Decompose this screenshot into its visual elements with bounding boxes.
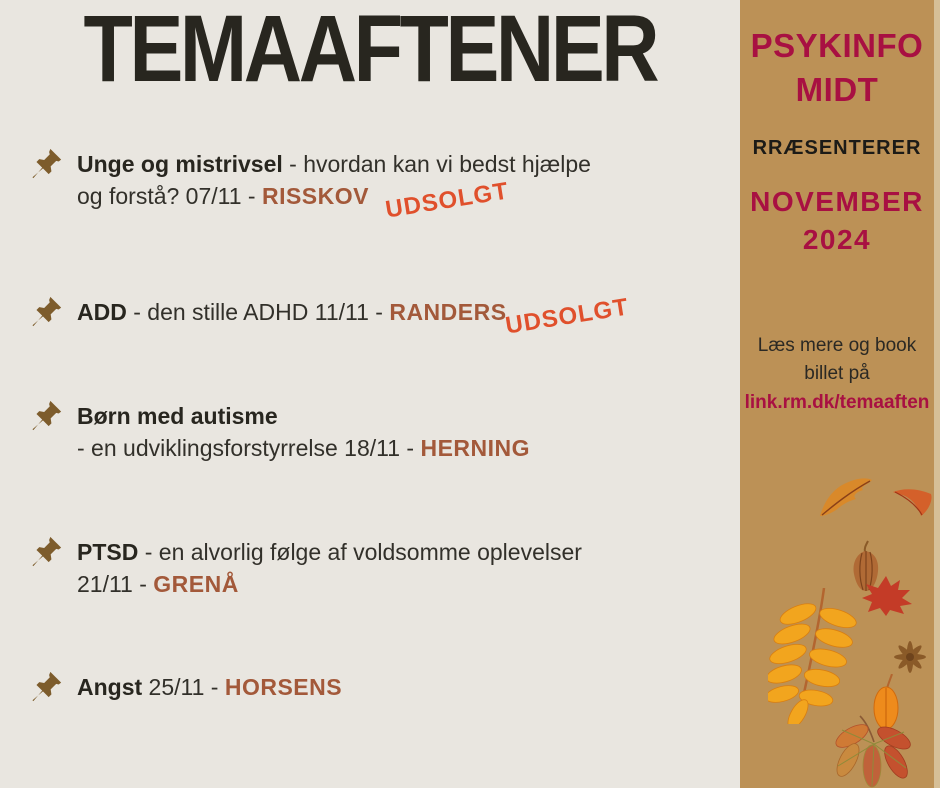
soldout-badge: UDSOLGT [383,177,511,224]
month-label [740,183,934,259]
presents-label: RRÆSENTERER [752,137,922,159]
soldout-badge: UDSOLGT [503,293,631,340]
event-date: og forstå? 07/11 - [77,183,262,209]
pushpin-icon [28,397,65,434]
event-city: RISSKOV [261,183,369,209]
booking-link[interactable]: link.rm.dk/temaaften [744,392,930,413]
event-city: GRENÅ [153,571,239,597]
brand-title [740,24,934,112]
event-date: 25/11 - [142,674,225,700]
month-line2: 2024 [802,224,872,255]
event-text [77,671,697,703]
pushpin-icon [28,533,65,570]
event-date: 21/11 - [77,571,154,597]
event-title: Angst [77,674,143,700]
star-anise-icon [891,641,929,673]
booking-info-line2: billet på [804,363,870,384]
event-city: HORSENS [224,674,343,700]
maple-leaf-icon [860,574,914,616]
oak-leaf-icon [816,472,878,522]
event-boern-med-autisme [28,400,697,464]
pushpin-icon [28,293,65,330]
event-text [77,400,697,464]
brand-line2: MIDT [795,71,879,108]
event-angst [28,671,697,705]
booking-info-line1: Læs mere og book [757,335,917,356]
pushpin-icon [28,668,65,705]
month-line1: NOVEMBER [750,186,924,217]
event-title: Unge og mistrivsel [77,151,283,177]
page-title: TEMAAFTENER [83,0,657,102]
creeper-leaf-icon [832,714,912,788]
event-desc: - en udviklingsforstyrrelse 18/11 - [77,435,421,461]
event-city: RANDERS [389,299,507,325]
rowan-leaf-icon [768,588,864,724]
event-title: ADD [77,299,127,325]
event-ptsd [28,536,697,600]
pushpin-icon [28,145,65,182]
right-edge-strip [934,0,940,788]
red-leaf-icon [891,486,935,520]
event-desc: - den stille ADHD 11/11 - [126,299,390,325]
event-desc: - en alvorlig følge af voldsomme oplevelser [138,539,582,565]
event-title: Børn med autisme [77,403,278,429]
booking-info [740,332,934,417]
title-wrap [0,0,740,102]
event-title: PTSD [77,539,139,565]
event-unge-og-mistrivsel [28,148,697,212]
event-desc: - hvordan kan vi bedst hjælpe [282,151,591,177]
event-city: HERNING [420,435,531,461]
event-text [77,536,697,600]
brand-line1: PSYKINFO [750,27,924,64]
